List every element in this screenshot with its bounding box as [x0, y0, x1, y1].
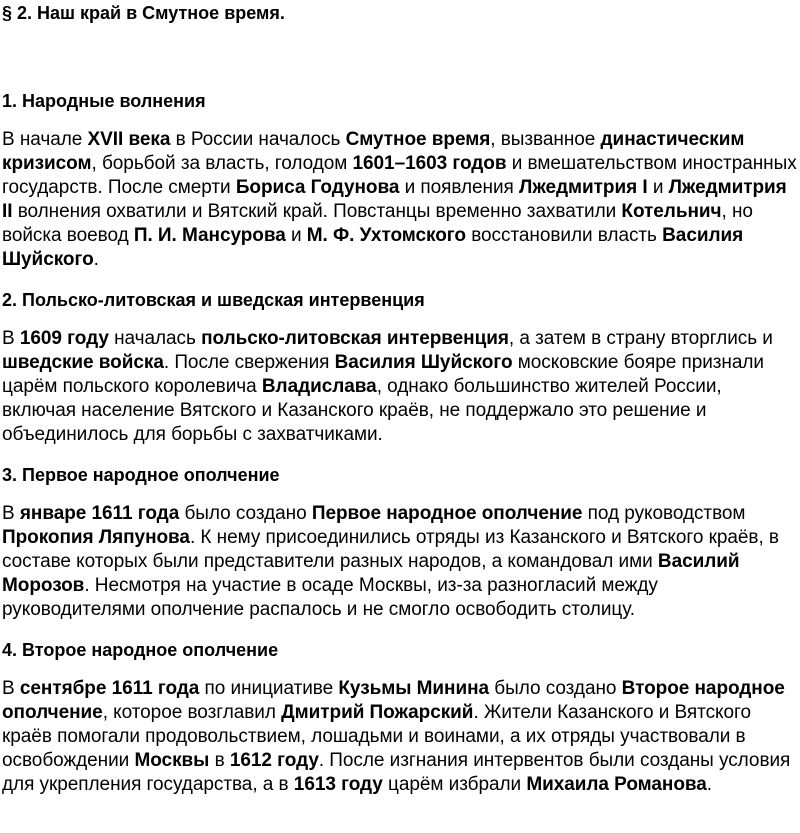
emphasized-term: XVII века	[87, 129, 171, 150]
emphasized-term: Второе народное ополчение	[2, 678, 785, 723]
emphasized-term: Владислава	[261, 376, 377, 397]
section-popular-unrest	[2, 90, 800, 272]
section-paragraph	[2, 677, 800, 797]
emphasized-term: Москвы	[134, 750, 210, 771]
text-run: началась	[108, 328, 202, 349]
text-run: под руководством	[582, 503, 746, 524]
emphasized-term: Смутное время	[345, 129, 491, 150]
text-run: В начале	[2, 129, 88, 150]
text-run: , борьбой за власть, голодом	[91, 153, 353, 174]
text-run: , но войска воевод	[2, 201, 753, 246]
emphasized-term: М. Ф. Ухтомского	[306, 225, 466, 246]
document-title: § 2. Наш край в Смутное время.	[2, 3, 285, 23]
text-run: восстановили власть	[465, 225, 663, 246]
emphasized-term: Бориса Годунова	[235, 177, 400, 198]
text-run: . После изгнания интервентов были созданы условия для укрепления государства, а в	[2, 750, 791, 795]
text-run: , вызванное	[490, 129, 601, 150]
text-run: , однако большинство жителей России, включая население Вятского и Казанского краёв, не поддержало это решение и объединилось для борьбы с захватчиками.	[2, 376, 722, 445]
emphasized-term: сентябре 1611 года	[19, 678, 200, 699]
emphasized-term: Кузьмы Минина	[338, 678, 490, 699]
section-heading: 4. Второе народное ополчение	[2, 640, 279, 660]
text-run: и	[647, 177, 669, 198]
emphasized-term: шведские войска	[2, 352, 164, 373]
text-run: . К нему присоединились отряды из Казанского и Вятского краёв, в составе которых были представители разных народов, а командовал ими	[2, 527, 779, 572]
text-run: царём избрали	[382, 774, 527, 795]
emphasized-term: 1613 году	[293, 774, 383, 795]
text-run: и	[285, 225, 307, 246]
section-intervention	[2, 289, 800, 447]
text-run: . После свержения	[163, 352, 335, 373]
text-run: московские бояре признали царём польского королевича	[2, 352, 764, 397]
text-run: , а затем в страну вторглись и	[508, 328, 773, 349]
text-run: В	[2, 678, 20, 699]
text-run: и появления	[399, 177, 520, 198]
text-run: , которое возглавил	[102, 702, 282, 723]
text-run: .	[706, 774, 713, 795]
text-run: в	[209, 750, 230, 771]
text-run: . Несмотря на участие в осаде Москвы, из-за разногласий между руководителями ополчение распалось и не смогло освободить столицу.	[2, 575, 658, 620]
emphasized-term: П. И. Мансурова	[133, 225, 286, 246]
section-heading: 3. Первое народное ополчение	[2, 465, 280, 485]
emphasized-term: Василия Шуйского	[334, 352, 513, 373]
section-paragraph	[2, 502, 800, 622]
emphasized-term: Лжедмитрия II	[2, 177, 787, 222]
text-run: по инициативе	[199, 678, 339, 699]
emphasized-term: Василий Морозов	[2, 551, 740, 596]
emphasized-term: 1601–1603 годов	[352, 153, 507, 174]
emphasized-term: 1612 году	[229, 750, 319, 771]
text-run: В	[2, 328, 20, 349]
emphasized-term: январе 1611 года	[19, 503, 180, 524]
text-run: .	[93, 249, 99, 270]
emphasized-term: Василия Шуйского	[2, 225, 744, 270]
emphasized-term: Дмитрий Пожарский	[281, 702, 474, 723]
emphasized-term: Лжедмитрия I	[519, 177, 648, 198]
section-heading: 2. Польско-литовская и шведская интервенция	[2, 290, 425, 310]
section-second-militia	[2, 639, 800, 797]
emphasized-term: 1609 году	[19, 328, 109, 349]
emphasized-term: Прокопия Ляпунова	[2, 527, 190, 548]
emphasized-term: династическим кризисом	[2, 129, 745, 174]
emphasized-term: польско-литовская интервенция	[201, 328, 509, 349]
section-paragraph	[2, 128, 800, 272]
text-run: и вмешательством иностранных государств. После смерти	[2, 153, 797, 198]
emphasized-term: Котельнич	[621, 201, 722, 222]
text-run: . Жители Казанского и Вятского краёв помогали продовольствием, лошадьми и воинами, а их отряды участвовали в освобождении	[2, 702, 752, 771]
section-paragraph	[2, 327, 800, 447]
emphasized-term: Первое народное ополчение	[311, 503, 583, 524]
text-run: было создано	[179, 503, 312, 524]
text-run: в России началось	[170, 129, 346, 150]
section-first-militia	[2, 464, 800, 622]
text-run: было создано	[489, 678, 622, 699]
emphasized-term: Михаила Романова	[526, 774, 707, 795]
text-run: В	[2, 503, 20, 524]
text-run: волнения охватили и Вятский край. Повстанцы временно захватили	[12, 201, 622, 222]
section-heading: 1. Народные волнения	[2, 91, 206, 111]
